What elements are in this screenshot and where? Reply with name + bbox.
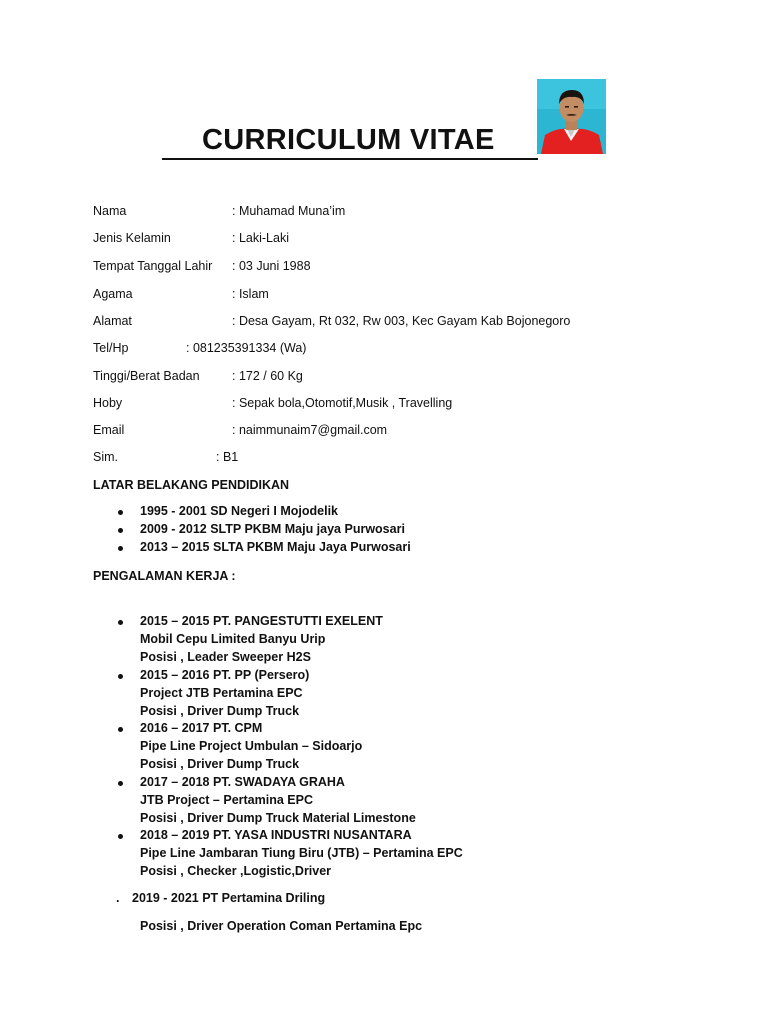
- job-position: Posisi , Driver Operation Coman Pertamina Epc: [140, 919, 423, 933]
- portrait-photo-icon: [537, 79, 606, 154]
- info-value: : Sepak bola,Otomotif,Musik , Travelling: [232, 396, 453, 410]
- bullet-icon: [118, 674, 123, 679]
- job-period: 2018 – 2019 PT. YASA INDUSTRI NUSANTARA: [140, 828, 412, 842]
- info-row-tinggi-berat: [93, 368, 693, 386]
- info-value: : B1: [216, 450, 239, 464]
- info-label: Nama: [93, 204, 127, 218]
- job-project: Pipe Line Project Umbulan – Sidoarjo: [140, 739, 363, 753]
- info-label: Tinggi/Berat Badan: [93, 369, 200, 383]
- info-label: Agama: [93, 287, 133, 301]
- job-period: 2015 – 2016 PT. PP (Persero): [140, 668, 310, 682]
- info-label: Sim.: [93, 450, 118, 464]
- bullet-icon: [118, 834, 123, 839]
- info-row-hoby: [93, 395, 693, 413]
- page-title: CURRICULUM VITAE: [202, 124, 495, 156]
- info-label: Alamat: [93, 314, 132, 328]
- education-heading: LATAR BELAKANG PENDIDIKAN: [93, 478, 290, 492]
- job-position: Posisi , Driver Dump Truck: [140, 704, 300, 718]
- info-row-nama: [93, 203, 693, 221]
- info-row-tel: [93, 340, 693, 358]
- bullet-icon: [118, 546, 123, 551]
- bullet-icon: [118, 528, 123, 533]
- info-value: : naimmunaim7@gmail.com: [232, 423, 388, 437]
- job-period: 2019 - 2021 PT Pertamina Driling: [132, 891, 326, 905]
- bullet-icon: [118, 510, 123, 515]
- info-label: Hoby: [93, 396, 123, 410]
- info-row-ttl: [93, 258, 693, 276]
- info-row-agama: [93, 286, 693, 304]
- info-label: Email: [93, 423, 125, 437]
- info-value: : 03 Juni 1988: [232, 259, 311, 273]
- profile-photo: [537, 79, 606, 154]
- education-item: 2013 – 2015 SLTA PKBM Maju Jaya Purwosari: [140, 540, 411, 554]
- info-value: : 172 / 60 Kg: [232, 369, 303, 383]
- info-row-alamat: [93, 313, 693, 331]
- info-row-jenis-kelamin: [93, 230, 693, 248]
- info-value: : Desa Gayam, Rt 032, Rw 003, Kec Gayam Kab Bojonegoro: [232, 314, 571, 328]
- info-row-email: [93, 422, 693, 440]
- job-position: Posisi , Leader Sweeper H2S: [140, 650, 311, 664]
- info-label: Tel/Hp: [93, 341, 129, 355]
- info-label: Tempat Tanggal Lahir: [93, 259, 213, 273]
- info-value: : Muhamad Muna’im: [232, 204, 346, 218]
- job-period: 2017 – 2018 PT. SWADAYA GRAHA: [140, 775, 345, 789]
- education-item: 2009 - 2012 SLTP PKBM Maju jaya Purwosari: [140, 522, 405, 536]
- title-underline: [162, 122, 538, 160]
- bullet-icon: [118, 781, 123, 786]
- bullet-icon: [118, 727, 123, 732]
- job-position: Posisi , Driver Dump Truck Material Limestone: [140, 811, 416, 825]
- job-project: Project JTB Pertamina EPC: [140, 686, 303, 700]
- job-position: Posisi , Driver Dump Truck: [140, 757, 300, 771]
- job-project: Mobil Cepu Limited Banyu Urip: [140, 632, 326, 646]
- job-project: JTB Project – Pertamina EPC: [140, 793, 313, 807]
- job-period: 2016 – 2017 PT. CPM: [140, 721, 263, 735]
- info-row-sim: [93, 449, 693, 467]
- bullet-icon: [118, 620, 123, 625]
- job-project: Pipe Line Jambaran Tiung Biru (JTB) – Pertamina EPC: [140, 846, 463, 860]
- list-marker: .: [116, 891, 120, 905]
- info-value: : 081235391334 (Wa): [186, 341, 307, 355]
- experience-heading: PENGALAMAN KERJA :: [93, 569, 236, 583]
- info-value: : Laki-Laki: [232, 231, 289, 245]
- job-period: 2015 – 2015 PT. PANGESTUTTI EXELENT: [140, 614, 383, 628]
- info-label: Jenis Kelamin: [93, 231, 171, 245]
- info-value: : Islam: [232, 287, 269, 301]
- education-item: 1995 - 2001 SD Negeri I Mojodelik: [140, 504, 338, 518]
- job-position: Posisi , Checker ,Logistic,Driver: [140, 864, 332, 878]
